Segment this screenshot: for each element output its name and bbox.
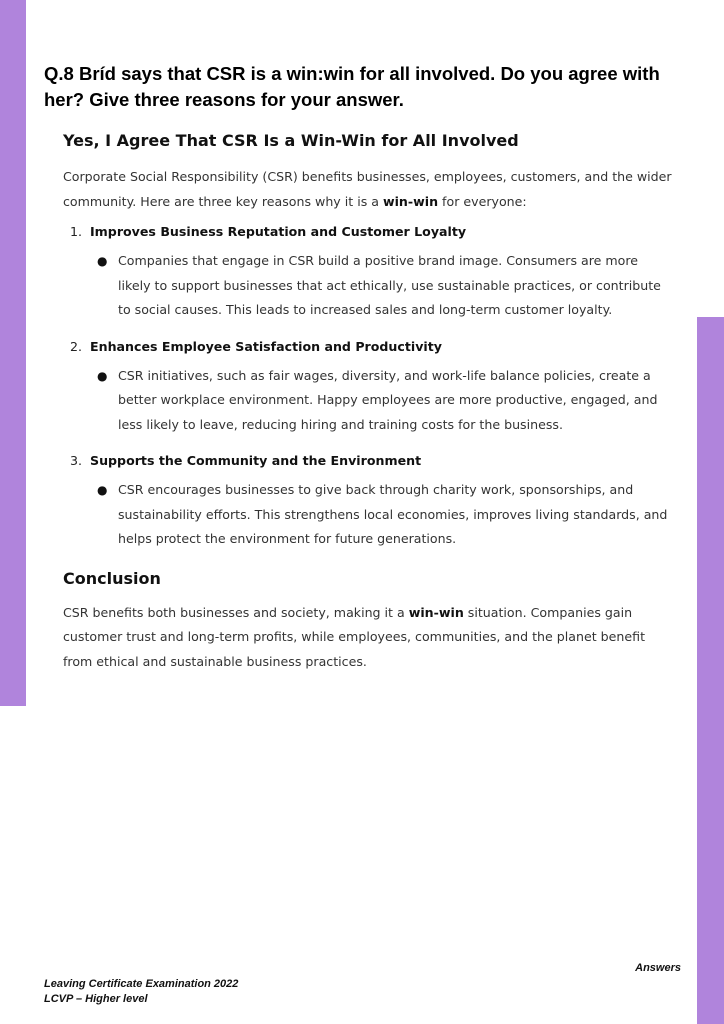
footer-section-label: Answers <box>635 962 681 974</box>
footer-exam-title: Leaving Certificate Examination 2022 <box>44 978 239 990</box>
bullet-item <box>97 478 673 552</box>
question-text: Q.8 Bríd says that CSR is a win:win for all involved. Do you agree with her? Give three reasons for your answer. <box>44 63 660 110</box>
bullet-text: Companies that engage in CSR build a positive brand image. Consumers are more likely to support businesses that act ethically, use sustainable practices, or contribute to social causes. This leads to increased sales and long-term customer loyalty. <box>118 253 661 317</box>
footer-exam-info <box>44 977 238 1007</box>
intro-text-start: Corporate Social Responsibility (CSR) benefits businesses, employees, customers, and the wider community. Here are three key reasons why it is a <box>63 169 672 209</box>
bullet-icon: ● <box>97 483 108 497</box>
conclusion-emphasis: win-win <box>408 604 464 620</box>
reason-heading <box>63 335 673 359</box>
answer-heading: Yes, I Agree That CSR Is a Win-Win for All Involved <box>63 131 519 150</box>
conclusion-heading: Conclusion <box>63 568 161 588</box>
reason-title: Enhances Employee Satisfaction and Productivity <box>90 338 442 354</box>
reason-item <box>63 335 673 438</box>
right-accent-bar <box>697 317 724 1024</box>
intro-paragraph <box>63 165 673 214</box>
reason-number: 2. <box>70 338 83 354</box>
reason-title: Improves Business Reputation and Customer Loyalty <box>90 224 467 239</box>
answer-section <box>63 128 673 674</box>
bullet-item <box>97 249 673 323</box>
reason-heading <box>63 220 673 244</box>
left-accent-bar <box>0 0 26 706</box>
reason-item <box>63 220 673 323</box>
conclusion-text-start: CSR benefits both businesses and society, making it a <box>63 604 409 620</box>
footer-exam-level: LCVP – Higher level <box>44 993 148 1005</box>
reason-number: 3. <box>70 453 83 468</box>
intro-text-end: for everyone: <box>438 193 527 209</box>
bullet-icon: ● <box>97 254 108 268</box>
intro-emphasis: win-win <box>382 193 439 209</box>
bullet-text: CSR initiatives, such as fair wages, diversity, and work-life balance policies, create a better workplace environment. Happy employees are more productive, engaged, and less likely to leave, reducing hiring and training costs for the business. <box>118 367 658 432</box>
conclusion-paragraph <box>63 601 673 675</box>
reason-number: 1. <box>70 224 83 239</box>
reason-heading <box>63 449 673 473</box>
reason-item <box>63 449 673 552</box>
reason-bullets <box>63 364 673 438</box>
bullet-text: CSR encourages businesses to give back through charity work, sponsorships, and sustainability efforts. This strengthens local economies, improves living standards, and helps protect the environment for future generations. <box>118 482 668 546</box>
bullet-item <box>97 364 673 438</box>
reasons-list <box>63 220 673 552</box>
reason-bullets <box>63 249 673 323</box>
bullet-icon: ● <box>97 368 108 383</box>
reason-bullets <box>63 478 673 552</box>
conclusion-text-end: situation. Companies gain customer trust and long-term profits, while employees, communities, and the planet benefit from ethical and sustainable business practices. <box>63 604 646 669</box>
reason-title: Supports the Community and the Environment <box>90 453 422 468</box>
conclusion-section <box>63 566 673 675</box>
